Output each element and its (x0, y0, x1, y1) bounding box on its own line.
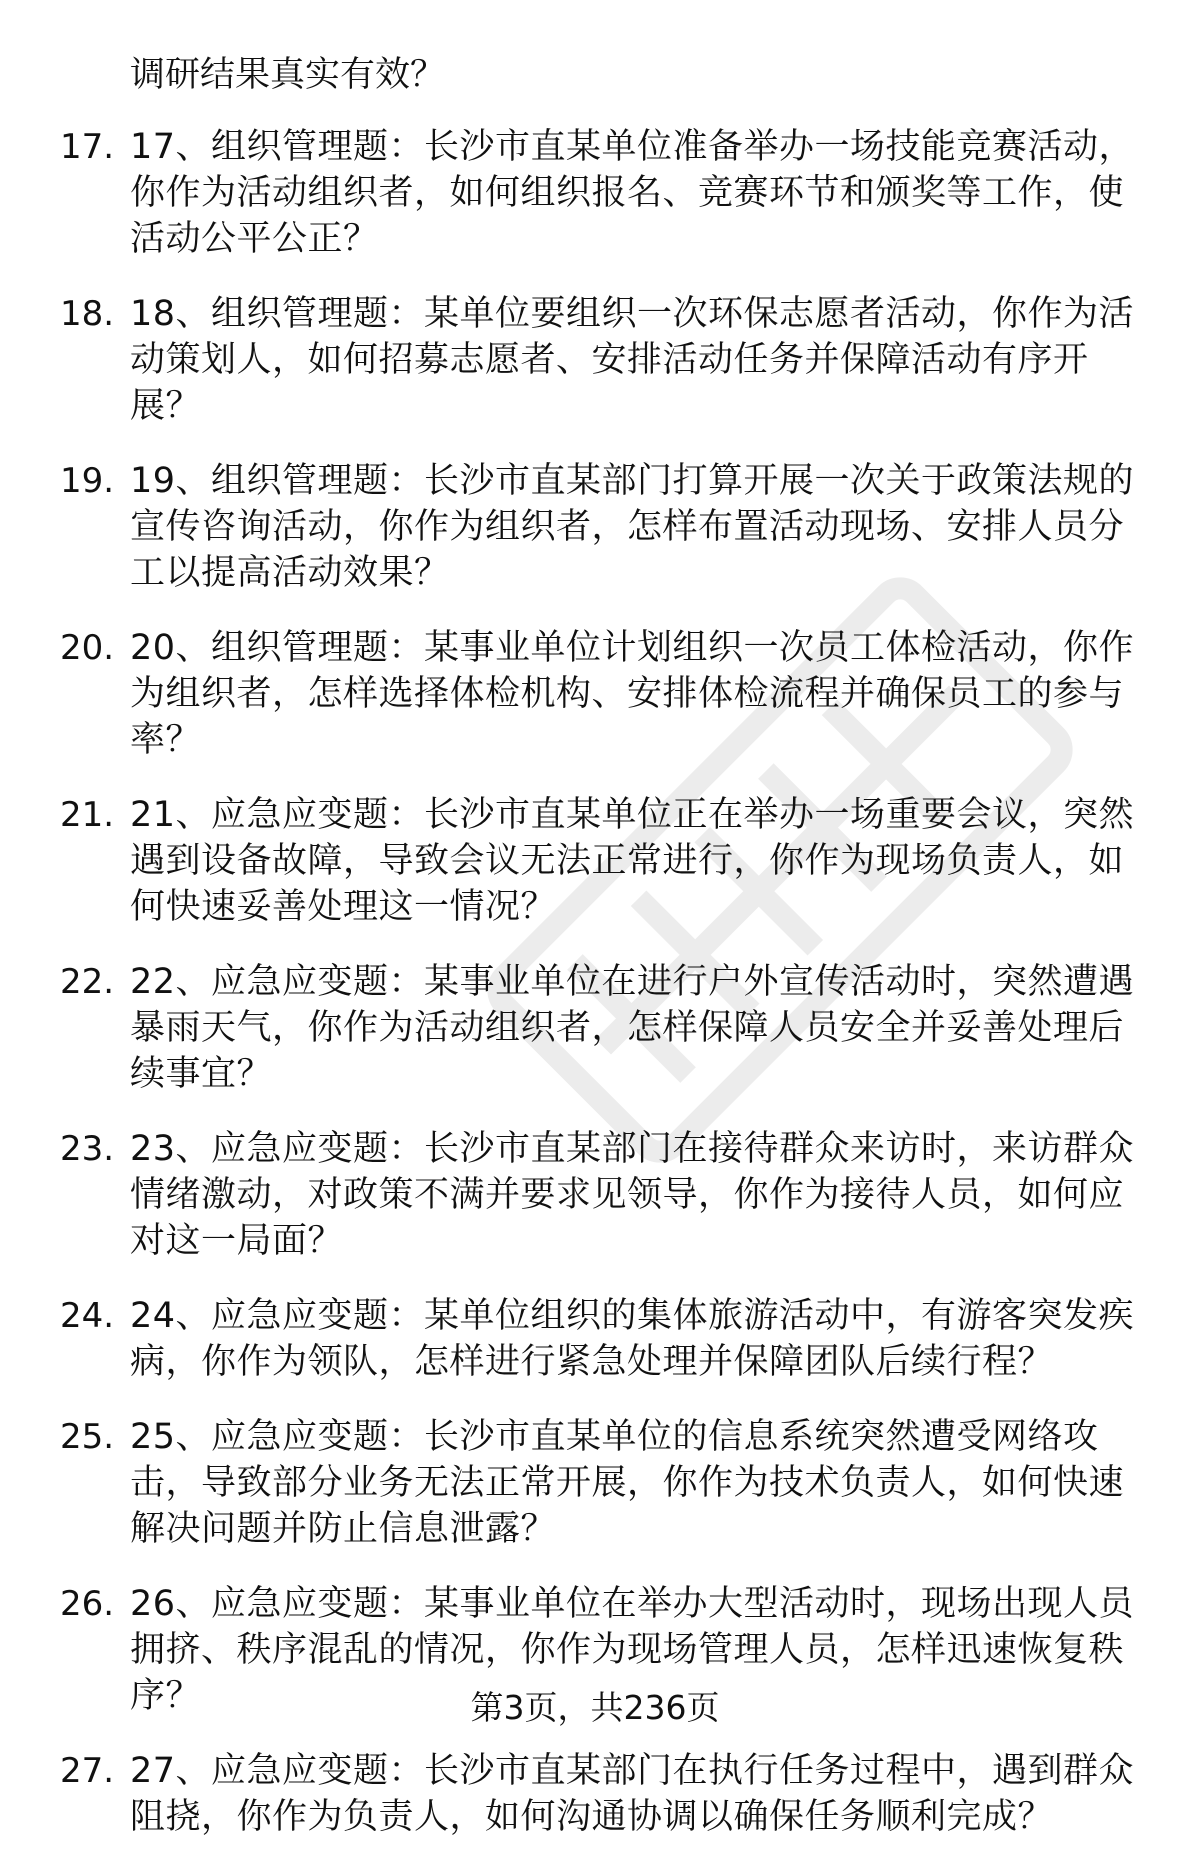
continuation-text: 调研结果真实有效？ (130, 55, 446, 95)
item-text: 17、组织管理题：长沙市直某单位准备举办一场技能竞赛活动，你作为活动组织者，如何组织报名、竞赛环节和颁奖等工作，使活动公平公正？ (130, 127, 1135, 259)
item-number: 23. (60, 1129, 115, 1169)
list-item (0, 959, 1190, 1097)
list-item (0, 1293, 1190, 1385)
list-item (0, 1126, 1190, 1264)
item-text: 25、应急应变题：长沙市直某单位的信息系统突然遭受网络攻击，导致部分业务无法正常开展，你作为技术负责人，如何快速解决问题并防止信息泄露？ (130, 1417, 1125, 1549)
item-text: 19、组织管理题：长沙市直某部门打算开展一次关于政策法规的宣传咨询活动，你作为组织者，怎样布置活动现场、安排人员分工以提高活动效果？ (130, 461, 1135, 593)
item-number: 25. (60, 1417, 115, 1457)
item-text: 27、应急应变题：长沙市直某部门在执行任务过程中，遇到群众阻挠，你作为负责人，如何沟通协调以确保任务顺利完成？ (130, 1751, 1135, 1837)
list-item (0, 792, 1190, 930)
list-item (0, 1414, 1190, 1552)
page-footer: 第3页，共236页 (470, 1688, 720, 1727)
item-number: 17. (60, 127, 115, 167)
item-text: 18、组织管理题：某单位要组织一次环保志愿者活动，你作为活动策划人，如何招募志愿者、安排活动任务并保障活动有序开展？ (130, 294, 1135, 426)
item-number: 26. (60, 1584, 115, 1624)
list-item (0, 458, 1190, 596)
question-list (0, 52, 1190, 1869)
item-number: 21. (60, 795, 115, 835)
item-text: 22、应急应变题：某事业单位在进行户外宣传活动时，突然遭遇暴雨天气，你作为活动组织者，怎样保障人员安全并妥善处理后续事宜？ (130, 962, 1135, 1094)
item-text: 23、应急应变题：长沙市直某部门在接待群众来访时，来访群众情绪激动，对政策不满并要求见领导，你作为接待人员，如何应对这一局面？ (130, 1129, 1135, 1261)
list-item (0, 291, 1190, 429)
item-number: 24. (60, 1296, 115, 1336)
item-number: 27. (60, 1751, 115, 1791)
item-number: 22. (60, 962, 115, 1002)
item-number: 19. (60, 461, 115, 501)
list-item (0, 1748, 1190, 1840)
list-item (0, 124, 1190, 262)
list-item (0, 625, 1190, 763)
item-text: 21、应急应变题：长沙市直某单位正在举办一场重要会议，突然遇到设备故障，导致会议无法正常进行，你作为现场负责人，如何快速妥善处理这一情况？ (130, 795, 1135, 927)
item-text: 20、组织管理题：某事业单位计划组织一次员工体检活动，你作为组织者，怎样选择体检机构、安排体检流程并确保员工的参与率？ (130, 628, 1135, 760)
item-text: 24、应急应变题：某单位组织的集体旅游活动中，有游客突发疾病，你作为领队，怎样进行紧急处理并保障团队后续行程？ (130, 1296, 1135, 1382)
item-text: 26、应急应变题：某事业单位在举办大型活动时，现场出现人员拥挤、秩序混乱的情况，你作为现场管理人员，怎样迅速恢复秩序？ (130, 1584, 1135, 1716)
item-number: 18. (60, 294, 115, 334)
item-number: 20. (60, 628, 115, 668)
